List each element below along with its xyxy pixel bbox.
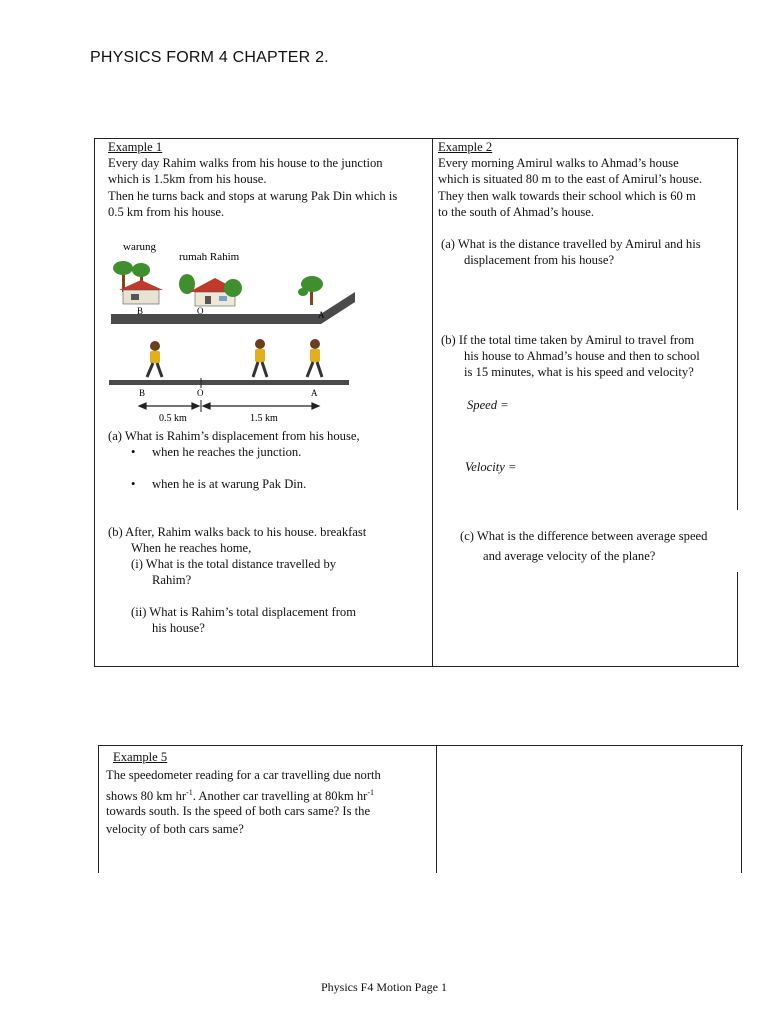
distance-arrow-left [139, 403, 199, 409]
table1-left-border [94, 138, 95, 667]
example2-question-b-cont: his house to Ahmad’s house and then to school [464, 349, 700, 363]
walking-person-icon [147, 341, 162, 377]
point-b-lower: B [139, 388, 146, 398]
example5-line2-part: . Another car travelling at 80km hr [192, 789, 368, 804]
example5-line2-part: shows 80 km hr [106, 789, 187, 804]
table1-bottom-border [94, 666, 739, 667]
example5-line: towards south. Is the speed of both cars same? Is the [106, 804, 371, 818]
page-heading: PHYSICS FORM 4 CHAPTER 2. [90, 49, 329, 66]
speed-label: Speed = [467, 398, 509, 412]
example2-question-a-cont: displacement from his house? [464, 253, 615, 267]
table1-top-border [94, 138, 739, 139]
distance-arrow-right [203, 403, 319, 409]
bullet-icon: • [131, 477, 136, 491]
table1-right-border-lower [737, 572, 738, 667]
table2-divider [436, 745, 437, 873]
example5-line [106, 785, 374, 804]
example5-exponent: -1 [186, 788, 193, 797]
example2-question-b: (b) If the total time taken by Amirul to travel from [441, 333, 695, 347]
walking-person-icon [253, 339, 267, 377]
point-o-upper: O [197, 306, 204, 316]
lower-road [109, 380, 349, 385]
example2-line: They then walk towards their school which is 60 m [438, 189, 696, 203]
example2-question-a: (a) What is the distance travelled by Amirul and his [441, 237, 701, 251]
example1-line: which is 1.5km from his house. [108, 172, 267, 186]
motion-figure-svg [105, 232, 360, 427]
example1-bullet-1: when he reaches the junction. [152, 445, 302, 459]
point-a-upper: A [318, 310, 325, 320]
example1-question-b-i-cont: Rahim? [152, 573, 192, 587]
label-rumah: rumah Rahim [179, 251, 240, 263]
example1-bullet-2: when he is at warung Pak Din. [152, 477, 307, 491]
warung-icon [119, 280, 163, 304]
example1-question-b-ii-cont: his house? [152, 621, 205, 635]
example5-line: The speedometer reading for a car travelling due north [106, 768, 381, 782]
velocity-label: Velocity = [465, 460, 517, 474]
example2-title: Example 2 [438, 140, 493, 154]
point-o-lower: O [197, 388, 204, 398]
tree-icon [298, 276, 323, 305]
example2-line: which is situated 80 m to the east of Amirul’s house. [438, 172, 703, 186]
example2-question-c: (c) What is the difference between average speed [460, 529, 708, 543]
table2-top-border [98, 745, 743, 746]
dist-right-label: 1.5 km [250, 413, 278, 424]
walking-person-icon [307, 339, 322, 377]
example5-title: Example 5 [113, 750, 168, 764]
example2-line: Every morning Amirul walks to Ahmad’s house [438, 156, 679, 170]
example1-line: Every day Rahim walks from his house to the junction [108, 156, 383, 170]
example1-question-b-ii: (ii) What is Rahim’s total displacement from [131, 605, 357, 619]
example1-line: Then he turns back and stops at warung Pak Din which is [108, 189, 398, 203]
example2-line: to the south of Ahmad’s house. [438, 205, 595, 219]
motion-figure [105, 232, 360, 427]
page-footer: Physics F4 Motion Page 1 [320, 980, 447, 994]
label-warung: warung [123, 241, 156, 253]
table2-left-border [98, 745, 99, 873]
bullet-icon: • [131, 445, 136, 459]
dist-left-label: 0.5 km [159, 413, 187, 424]
table1-right-border-upper [737, 138, 738, 510]
example5-exponent: -1 [367, 788, 374, 797]
example1-question-b-cont: When he reaches home, [131, 541, 252, 555]
example2-question-c-cont: and average velocity of the plane? [483, 549, 656, 563]
example5-line: velocity of both cars same? [106, 822, 244, 836]
example2-question-b-cont: is 15 minutes, what is his speed and velocity? [464, 365, 694, 379]
tree-icon [224, 279, 242, 297]
example1-question-a: (a) What is Rahim’s displacement from his house, [108, 429, 360, 443]
point-b-upper: B [137, 306, 144, 316]
point-a-lower: A [311, 388, 318, 398]
example1-question-b-i: (i) What is the total distance travelled by [131, 557, 337, 571]
example1-line: 0.5 km from his house. [108, 205, 225, 219]
table1-divider [432, 138, 433, 667]
table2-right-border [741, 745, 742, 873]
example1-question-b: (b) After, Rahim walks back to his house. breakfast [108, 525, 367, 539]
example1-title: Example 1 [108, 140, 163, 154]
